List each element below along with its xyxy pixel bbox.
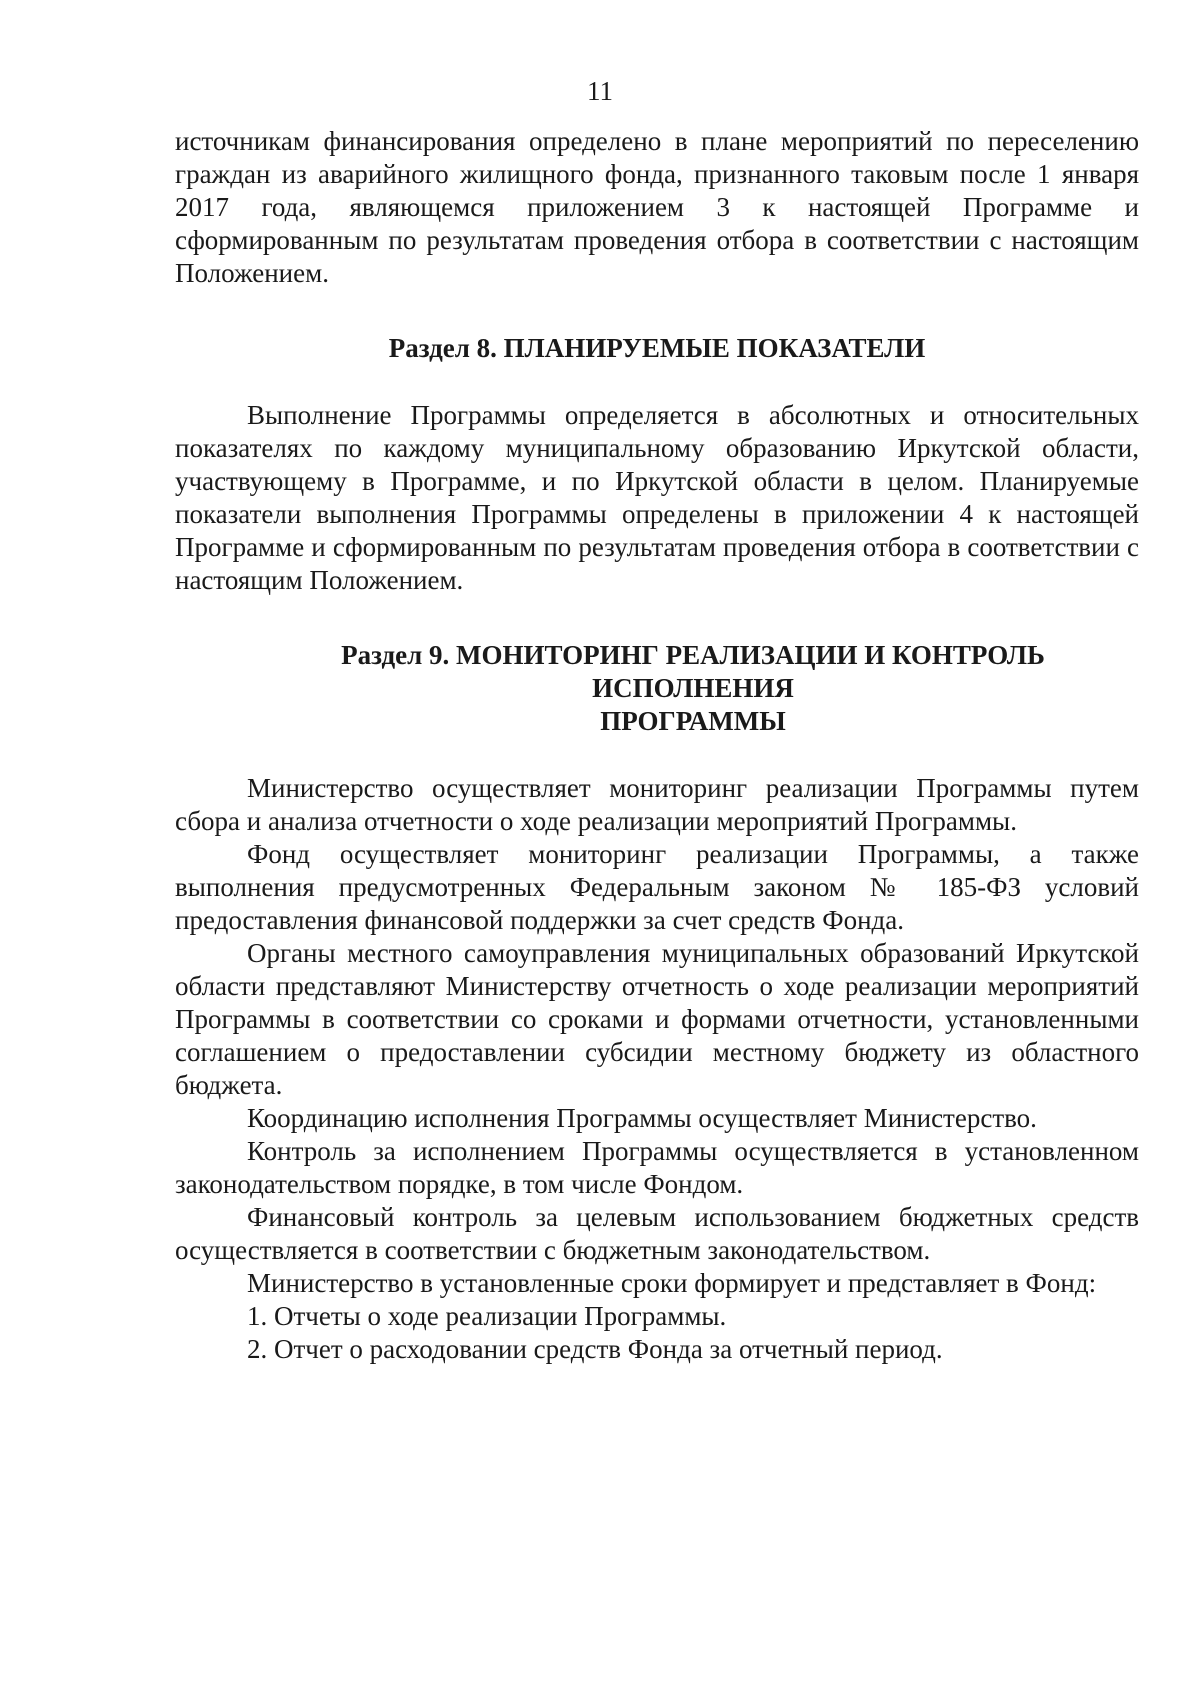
section-9-paragraph-financial-control: Финансовый контроль за целевым использованием бюджетных средств осуществляется в соответствии с бюджетным законодательством. (175, 1202, 1139, 1265)
document-body (175, 125, 1139, 1366)
section-9-paragraph-local-bodies: Органы местного самоуправления муниципальных образований Иркутской области представляют Министерству отчетность о ходе реализации мероприятий Программы в соответствии со сроками и формами отчетности, установленными соглашением о предоставлении субсидии местному бюджету из областного бюджета. (175, 938, 1139, 1100)
spacer (175, 290, 1139, 332)
section-9-paragraph-fund: Фонд осуществляет мониторинг реализации Программы, а также выполнения предусмотренных Федеральным законом № 185-ФЗ условий предоставления финансовой поддержки за счет средств Фонда. (175, 839, 1139, 935)
section-9-paragraph-monitoring: Министерство осуществляет мониторинг реализации Программы путем сбора и анализа отчетности о ходе реализации мероприятий Программы. (175, 773, 1139, 836)
section-9-paragraph-reporting: Министерство в установленные сроки формирует и представляет в Фонд: (247, 1268, 1097, 1298)
section-9-heading-line-1: Раздел 9. МОНИТОРИНГ РЕАЛИЗАЦИИ И КОНТРОЛЬ ИСПОЛНЕНИЯ (341, 640, 1045, 703)
spacer (175, 365, 1139, 399)
page-number: 11 (587, 76, 613, 106)
section-9-list-item-1: 1. Отчеты о ходе реализации Программы. (247, 1301, 727, 1331)
spacer (175, 738, 1139, 772)
section-9-heading (175, 639, 1139, 738)
intro-paragraph: источникам финансирования определено в плане мероприятий по переселению граждан из аварийного жилищного фонда, признанного таковым после 1 января 2017 года, являющемся приложением 3 к настоящей Программе и сформированным по результатам проведения отбора в соответствии с настоящим Положением. (175, 126, 1139, 288)
section-9-heading-line-2: ПРОГРАММЫ (600, 706, 786, 736)
section-9-list-item-2: 2. Отчет о расходовании средств Фонда за отчетный период. (247, 1334, 943, 1364)
spacer (175, 597, 1139, 639)
section-9-paragraph-coordination: Координацию исполнения Программы осуществляет Министерство. (247, 1103, 1037, 1133)
section-9-paragraph-control: Контроль за исполнением Программы осуществляется в установленном законодательством порядке, в том числе Фондом. (175, 1136, 1139, 1199)
section-8-heading: Раздел 8. ПЛАНИРУЕМЫЕ ПОКАЗАТЕЛИ (388, 333, 926, 363)
section-8-paragraph: Выполнение Программы определяется в абсолютных и относительных показателях по каждому муниципальному образованию Иркутской области, участвующему в Программе, и по Иркутской области в целом. Планируемые показатели выполнения Программы определены в приложении 4 к настоящей Программе и сформированным по результатам проведения отбора в соответствии с настоящим Положением. (175, 400, 1139, 595)
